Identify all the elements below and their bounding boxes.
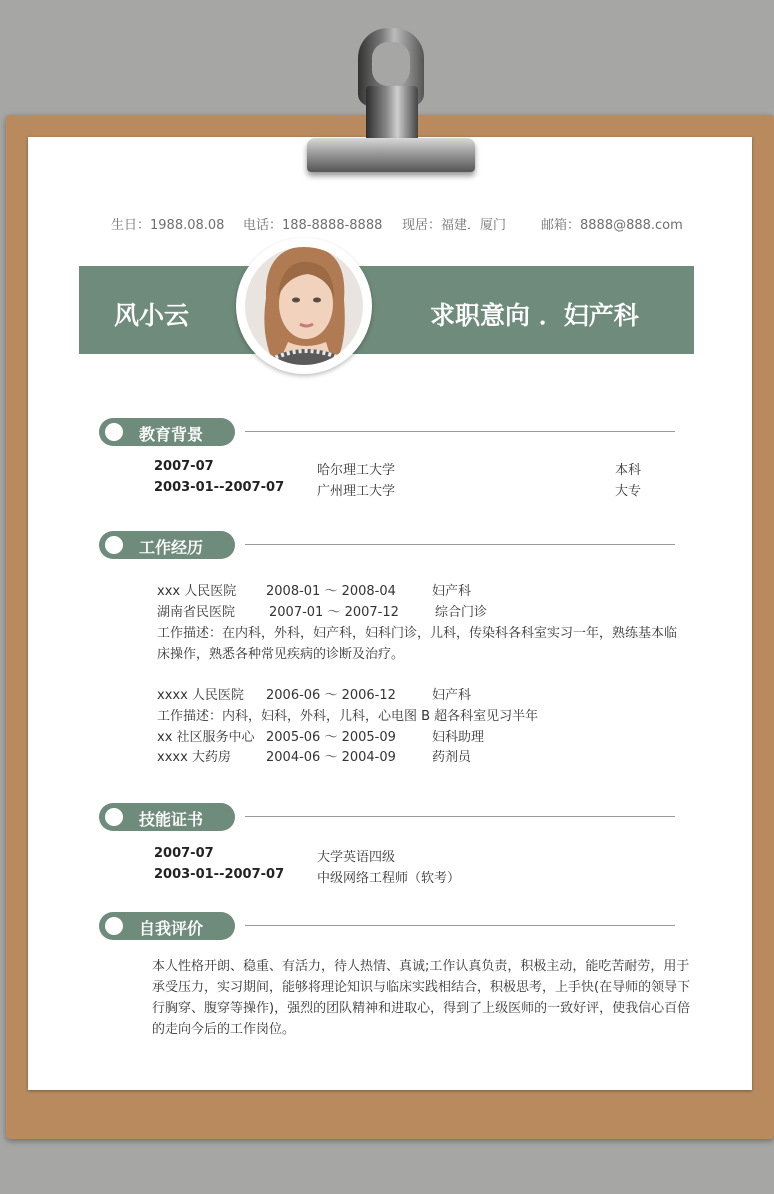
- divider: [245, 816, 675, 817]
- skill-date: 2003-01--2007-07: [154, 867, 285, 882]
- work-place: xx 社区服务中心: [157, 730, 255, 745]
- work-dept: 妇科助理: [432, 730, 485, 745]
- section-work: [99, 531, 675, 559]
- divider: [245, 431, 675, 432]
- candidate-name: 风小云: [114, 301, 190, 330]
- divider: [245, 544, 675, 545]
- work-period: 2007-01 ～ 2007-12: [269, 605, 399, 620]
- avatar: [236, 238, 372, 374]
- work-dept: 综合门诊: [435, 605, 488, 620]
- work-description: 床操作，熟悉各种常见疾病的诊断及治疗。: [157, 647, 405, 662]
- residence: 现居：福建．厦门: [402, 218, 507, 233]
- work-place: xxxx 大药房: [157, 750, 231, 765]
- education-degree: 大专: [615, 484, 642, 499]
- skill-cert: 大学英语四级: [317, 850, 396, 865]
- work-dept: 药剂员: [432, 750, 472, 765]
- work-description: 工作描述：内科，妇科，外科，儿科，心电图 B 超各科室见习半年: [157, 709, 539, 724]
- skill-date: 2007-07: [154, 846, 214, 861]
- work-period: 2004-06 ～ 2004-09: [266, 750, 396, 765]
- work-place: 湖南省民医院: [157, 605, 236, 620]
- self-evaluation-line: 本人性格开朗、稳重、有活力，待人热情、真诚;工作认真负责，积极主动，能吃苦耐劳，用于: [152, 959, 690, 974]
- work-place: xxxx 人民医院: [157, 688, 244, 703]
- self-evaluation-line: 行胸穿、腹穿等操作)，强烈的团队精神和进取心，得到了上级医师的一致好评，使我信心百倍: [152, 1001, 691, 1016]
- education-degree: 本科: [615, 463, 642, 478]
- divider: [245, 925, 675, 926]
- education-school: 哈尔理工大学: [317, 463, 396, 478]
- work-period: 2005-06 ～ 2005-09: [266, 730, 396, 745]
- section-self-evaluation: [99, 912, 675, 940]
- education-school: 广州理工大学: [317, 484, 396, 499]
- job-intent: 求职意向 ．妇产科: [430, 301, 639, 330]
- email-address: 邮箱：8888@888.com: [541, 218, 683, 233]
- work-dept: 妇产科: [432, 688, 472, 703]
- section-title: 自我评价: [139, 919, 204, 938]
- work-dept: 妇产科: [432, 584, 472, 599]
- self-evaluation-line: 承受压力，实习期间，能够将理论知识与临床实践相结合，积极思考，上手快(在导师的领导下: [152, 980, 691, 995]
- work-period: 2008-01 ～ 2008-04: [266, 584, 396, 599]
- work-period: 2006-06 ～ 2006-12: [266, 688, 396, 703]
- phone-number: 电话：188-8888-8888: [243, 218, 383, 233]
- self-evaluation-line: 的走向今后的工作岗位。: [152, 1022, 296, 1037]
- section-title: 技能证书: [139, 810, 204, 829]
- work-place: xxx 人民医院: [157, 584, 237, 599]
- section-title: 工作经历: [139, 538, 204, 557]
- section-education: [99, 418, 675, 446]
- education-date: 2007-07: [154, 459, 214, 474]
- education-date: 2003-01--2007-07: [154, 480, 285, 495]
- section-skills: [99, 803, 675, 831]
- work-description: 工作描述：在内科，外科，妇产科，妇科门诊，儿科，传染科各科室实习一年，熟练基本临: [157, 626, 678, 641]
- birth-date: 生日：1988.08.08: [111, 218, 225, 233]
- skill-cert: 中级网络工程师（软考）: [317, 871, 461, 886]
- section-title: 教育背景: [139, 425, 204, 444]
